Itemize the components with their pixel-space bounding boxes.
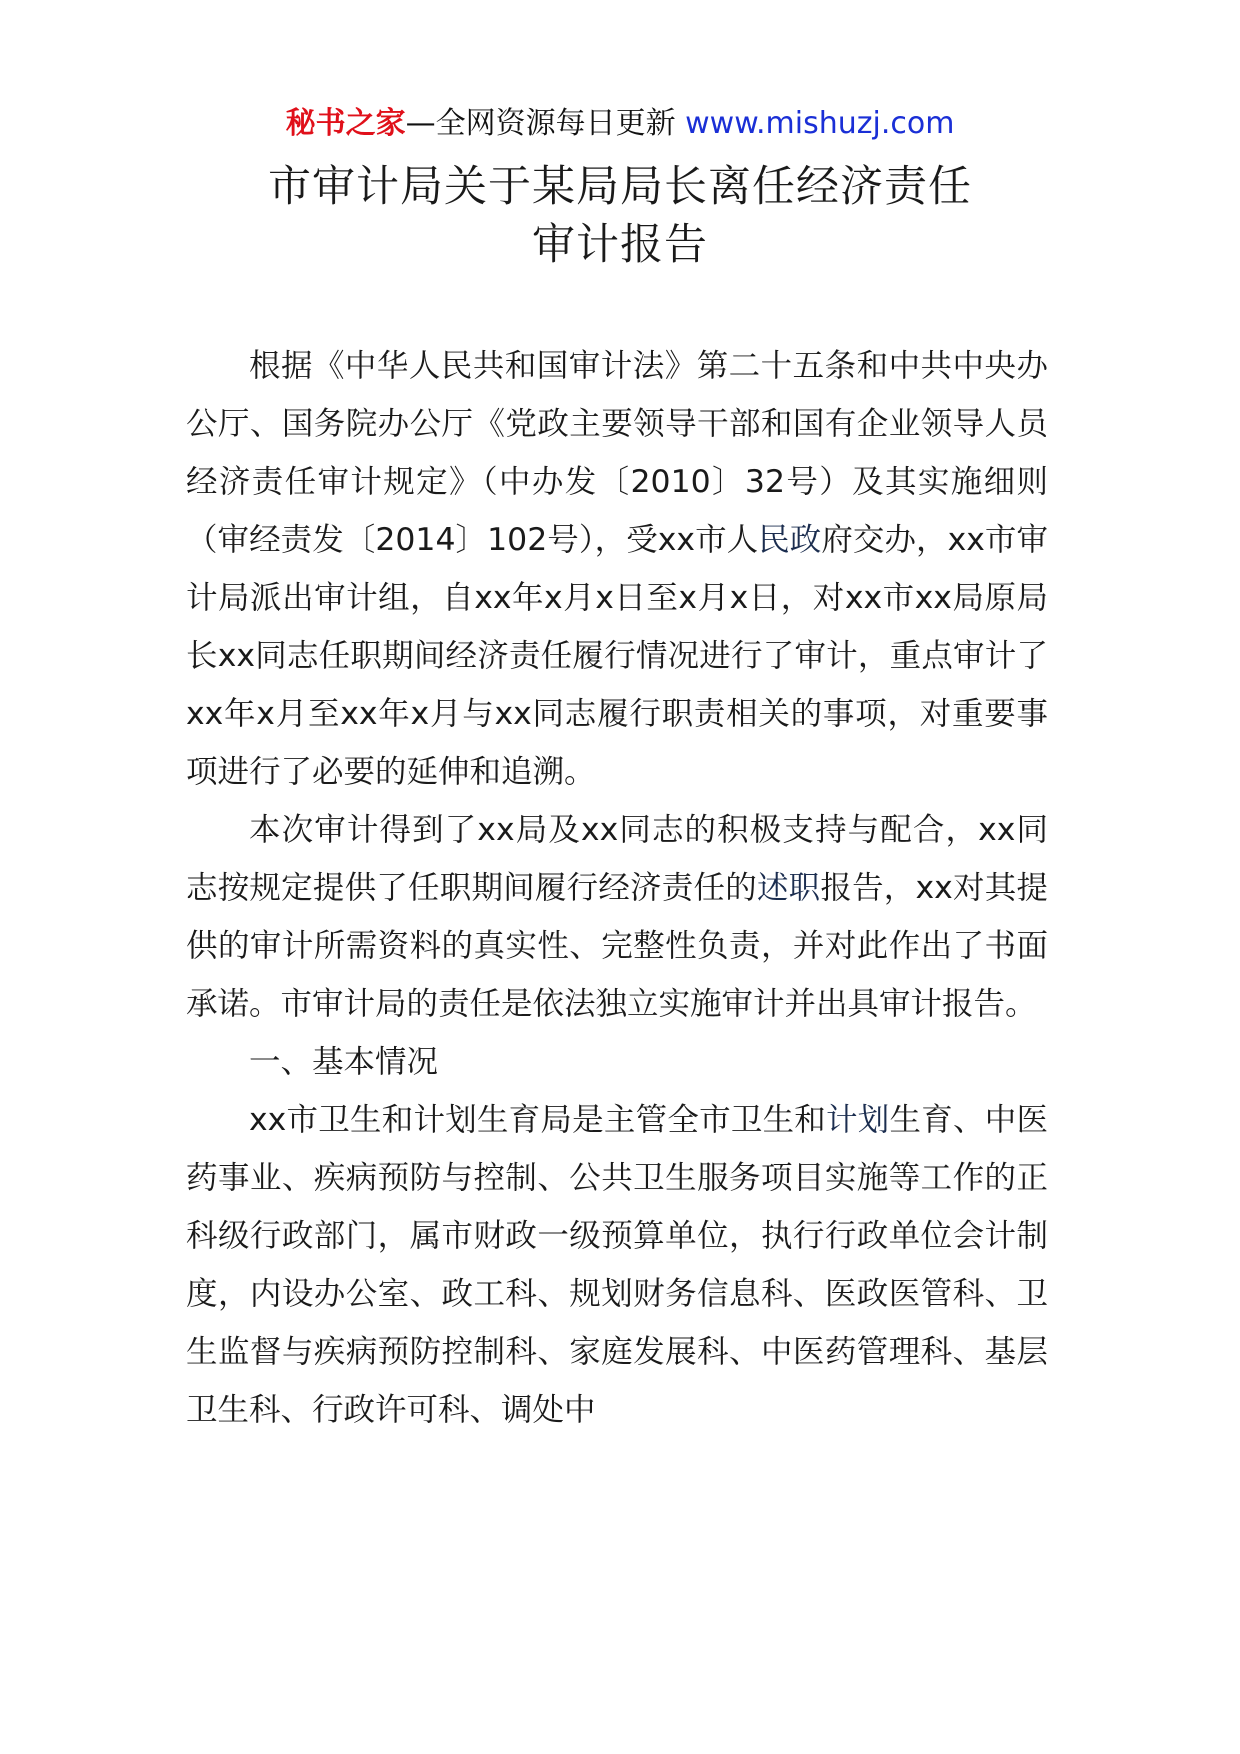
paragraph-4-text-a: xx市卫生和计划生育局是主管全市卫生和: [249, 1102, 827, 1138]
paragraph-2-text-b: 报告，xx对其提供的审计所需资料的真实性、完整性负责，并对此作出了书面承诺。市审计局的责任是依法独立实施审计并出具审计报告。: [186, 870, 1048, 1022]
paragraph-2-link[interactable]: 述职: [756, 870, 821, 906]
paragraph-1-text-b: 府交办，xx市审计局派出审计组，自xx年x月x日至x月x日，对xx市xx局原局长xx同志任职期间经济责任履行情况进行了审计，重点审计了xx年x月至xx年x月与xx同志履行职责相关的事项，对重要事项进行了必要的延伸和追溯。: [186, 522, 1048, 790]
paragraph-1-link[interactable]: 民政: [758, 522, 822, 558]
paragraph-1-text-a: 根据《中华人民共和国审计法》第二十五条和中共中央办公厅、国务院办公厅《党政主要领导干部和国有企业领导人员经济责任审计规定》（中办发〔2010〕32号）及其实施细则（审经责发〔2014〕102号），受xx市人: [186, 348, 1048, 558]
paragraph-4-text-b: 生育、中医药事业、疾病预防与控制、公共卫生服务项目实施等工作的正科级行政部门，属市财政一级预算单位，执行行政单位会计制度，内设办公室、政工科、规划财务信息科、医政医管科、卫生监督与疾病预防控制科、家庭发展科、中医药管理科、基层卫生科、行政许可科、调处中: [186, 1102, 1048, 1428]
section-heading-basic-info: 一、基本情况: [249, 1044, 439, 1080]
title-line-2: 审计报告: [532, 220, 708, 270]
paragraph-4-link[interactable]: 计划: [826, 1102, 890, 1138]
banner-tagline: —全网资源每日更新: [405, 106, 686, 141]
paragraph-2-text-a: 本次审计得到了xx局及xx同志的积极支持与配合，xx同志按规定提供了任职期间履行经济责任的: [186, 812, 1048, 906]
site-url-link[interactable]: www.mishuzj.com: [685, 106, 955, 141]
brand-name: 秘书之家: [285, 106, 406, 141]
title-line-1: 市审计局关于某局局长离任经济责任: [268, 162, 972, 212]
document-body: [186, 337, 1048, 1439]
document-title: [0, 158, 1240, 274]
paragraph-4: [186, 1091, 1048, 1439]
paragraph-2: [186, 801, 1048, 1033]
site-banner: [0, 100, 1240, 148]
paragraph-1: [186, 337, 1048, 801]
